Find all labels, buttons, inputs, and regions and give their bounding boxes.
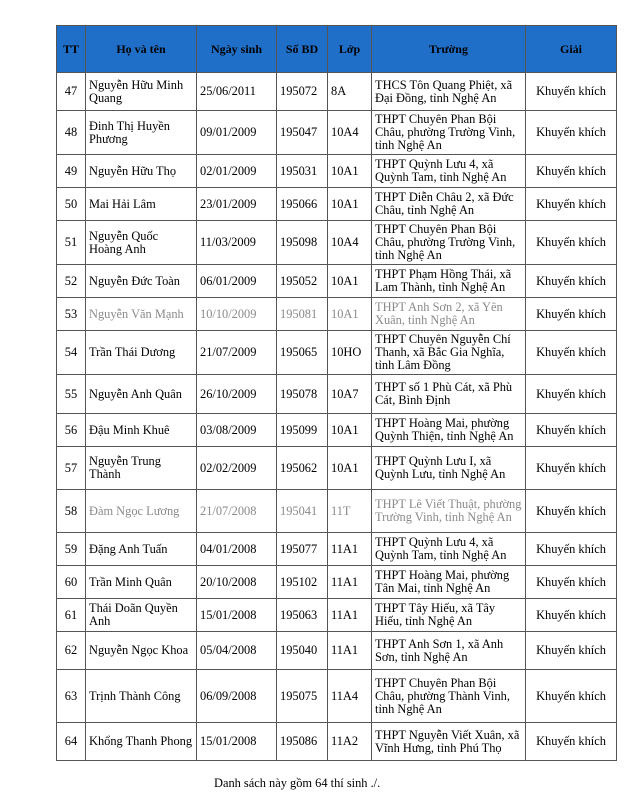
table-row xyxy=(57,490,617,533)
cell-tt: 48 xyxy=(57,111,86,155)
cell-award: Khuyến khích xyxy=(526,723,617,761)
cell-school: THPT Chuyên Phan Bội Châu, phường Trường Vinh, tỉnh Nghệ An xyxy=(372,111,526,155)
table-row xyxy=(57,414,617,447)
cell-class: 11A1 xyxy=(328,566,372,599)
cell-class: 10A1 xyxy=(328,155,372,188)
cell-dob: 21/07/2009 xyxy=(197,331,277,375)
cell-name: Khổng Thanh Phong xyxy=(86,723,197,761)
cell-class: 11T xyxy=(328,490,372,533)
cell-class: 10A7 xyxy=(328,375,372,414)
cell-name: Trịnh Thành Công xyxy=(86,670,197,723)
cell-school: THPT Diễn Châu 2, xã Đức Châu, tỉnh Nghệ An xyxy=(372,188,526,221)
cell-class: 10A1 xyxy=(328,265,372,298)
cell-sbd: 195099 xyxy=(277,414,328,447)
cell-award: Khuyến khích xyxy=(526,221,617,265)
cell-school: THPT Anh Sơn 1, xã Anh Sơn, tỉnh Nghệ An xyxy=(372,632,526,670)
cell-tt: 60 xyxy=(57,566,86,599)
cell-tt: 53 xyxy=(57,298,86,331)
table-row xyxy=(57,188,617,221)
cell-class: 10A1 xyxy=(328,414,372,447)
cell-name: Nguyễn Đức Toàn xyxy=(86,265,197,298)
cell-sbd: 195086 xyxy=(277,723,328,761)
cell-tt: 58 xyxy=(57,490,86,533)
table-row xyxy=(57,298,617,331)
cell-dob: 26/10/2009 xyxy=(197,375,277,414)
cell-school: THPT Quỳnh Lưu I, xã Quỳnh Lưu, tỉnh Nghệ An xyxy=(372,447,526,490)
cell-dob: 02/02/2009 xyxy=(197,447,277,490)
cell-school: THPT Chuyên Phan Bội Châu, phường Trường Vinh, tỉnh Nghệ An xyxy=(372,221,526,265)
table-row xyxy=(57,632,617,670)
table-row xyxy=(57,155,617,188)
cell-name: Đậu Minh Khuê xyxy=(86,414,197,447)
cell-tt: 47 xyxy=(57,73,86,111)
cell-award: Khuyến khích xyxy=(526,298,617,331)
cell-name: Nguyễn Ngọc Khoa xyxy=(86,632,197,670)
cell-sbd: 195031 xyxy=(277,155,328,188)
cell-school: THPT Lê Viết Thuật, phường Trường Vinh, tỉnh Nghệ An xyxy=(372,490,526,533)
cell-tt: 56 xyxy=(57,414,86,447)
cell-dob: 05/04/2008 xyxy=(197,632,277,670)
cell-name: Đinh Thị Huyền Phương xyxy=(86,111,197,155)
cell-class: 10A1 xyxy=(328,298,372,331)
table-row xyxy=(57,723,617,761)
cell-award: Khuyến khích xyxy=(526,188,617,221)
cell-class: 10A4 xyxy=(328,111,372,155)
header-dob: Ngày sinh xyxy=(197,26,277,73)
table-row xyxy=(57,111,617,155)
cell-name: Mai Hải Lâm xyxy=(86,188,197,221)
cell-sbd: 195098 xyxy=(277,221,328,265)
table-row xyxy=(57,533,617,566)
cell-tt: 64 xyxy=(57,723,86,761)
cell-tt: 57 xyxy=(57,447,86,490)
cell-award: Khuyến khích xyxy=(526,375,617,414)
table-row xyxy=(57,265,617,298)
header-tt: TT xyxy=(57,26,86,73)
cell-tt: 61 xyxy=(57,599,86,632)
cell-tt: 63 xyxy=(57,670,86,723)
cell-sbd: 195040 xyxy=(277,632,328,670)
cell-class: 10A1 xyxy=(328,447,372,490)
cell-dob: 03/08/2009 xyxy=(197,414,277,447)
cell-award: Khuyến khích xyxy=(526,670,617,723)
cell-name: Đàm Ngọc Lương xyxy=(86,490,197,533)
cell-tt: 54 xyxy=(57,331,86,375)
cell-award: Khuyến khích xyxy=(526,632,617,670)
cell-dob: 04/01/2008 xyxy=(197,533,277,566)
results-table xyxy=(56,25,617,761)
cell-name: Nguyễn Anh Quân xyxy=(86,375,197,414)
cell-name: Nguyễn Văn Mạnh xyxy=(86,298,197,331)
cell-award: Khuyến khích xyxy=(526,566,617,599)
cell-class: 11A1 xyxy=(328,533,372,566)
cell-dob: 06/09/2008 xyxy=(197,670,277,723)
cell-school: THPT Phạm Hồng Thái, xã Lam Thành, tỉnh Nghệ An xyxy=(372,265,526,298)
table-row xyxy=(57,599,617,632)
cell-dob: 09/01/2009 xyxy=(197,111,277,155)
cell-class: 11A1 xyxy=(328,632,372,670)
cell-sbd: 195065 xyxy=(277,331,328,375)
cell-tt: 62 xyxy=(57,632,86,670)
cell-sbd: 195063 xyxy=(277,599,328,632)
cell-name: Nguyễn Hữu Thọ xyxy=(86,155,197,188)
cell-award: Khuyến khích xyxy=(526,265,617,298)
cell-class: 10A1 xyxy=(328,188,372,221)
cell-award: Khuyến khích xyxy=(526,73,617,111)
cell-school: THPT số 1 Phù Cát, xã Phù Cát, Bình Định xyxy=(372,375,526,414)
cell-sbd: 195077 xyxy=(277,533,328,566)
cell-school: THPT Chuyên Phan Bội Châu, phường Thành Vinh, tỉnh Nghệ An xyxy=(372,670,526,723)
cell-class: 8A xyxy=(328,73,372,111)
cell-school: THPT Quỳnh Lưu 4, xã Quỳnh Tam, tỉnh Nghệ An xyxy=(372,155,526,188)
header-award: Giải xyxy=(526,26,617,73)
cell-name: Trần Thái Dương xyxy=(86,331,197,375)
cell-tt: 59 xyxy=(57,533,86,566)
header-school: Trường xyxy=(372,26,526,73)
cell-sbd: 195062 xyxy=(277,447,328,490)
cell-school: THPT Nguyễn Viết Xuân, xã Vĩnh Hưng, tỉnh Phú Thọ xyxy=(372,723,526,761)
cell-dob: 25/06/2011 xyxy=(197,73,277,111)
table-row xyxy=(57,447,617,490)
cell-class: 11A2 xyxy=(328,723,372,761)
cell-name: Nguyễn Trung Thành xyxy=(86,447,197,490)
header-name: Họ và tên xyxy=(86,26,197,73)
cell-school: THPT Quỳnh Lưu 4, xã Quỳnh Tam, tỉnh Nghệ An xyxy=(372,533,526,566)
cell-dob: 15/01/2008 xyxy=(197,599,277,632)
cell-sbd: 195047 xyxy=(277,111,328,155)
cell-award: Khuyến khích xyxy=(526,490,617,533)
cell-award: Khuyến khích xyxy=(526,414,617,447)
cell-award: Khuyến khích xyxy=(526,533,617,566)
table-row xyxy=(57,670,617,723)
cell-name: Đặng Anh Tuấn xyxy=(86,533,197,566)
cell-sbd: 195052 xyxy=(277,265,328,298)
cell-class: 11A1 xyxy=(328,599,372,632)
cell-class: 10A4 xyxy=(328,221,372,265)
table-row xyxy=(57,375,617,414)
cell-sbd: 195078 xyxy=(277,375,328,414)
cell-sbd: 195102 xyxy=(277,566,328,599)
header-row xyxy=(57,26,617,73)
cell-award: Khuyến khích xyxy=(526,111,617,155)
cell-dob: 21/07/2008 xyxy=(197,490,277,533)
cell-dob: 06/01/2009 xyxy=(197,265,277,298)
cell-tt: 50 xyxy=(57,188,86,221)
cell-school: THPT Hoàng Mai, phường Quỳnh Thiện, tỉnh Nghệ An xyxy=(372,414,526,447)
cell-class: 10HO xyxy=(328,331,372,375)
cell-tt: 55 xyxy=(57,375,86,414)
footer-note: Danh sách này gồm 64 thí sinh ./. xyxy=(214,776,381,790)
cell-name: Thái Doãn Quyền Anh xyxy=(86,599,197,632)
cell-award: Khuyến khích xyxy=(526,447,617,490)
cell-dob: 23/01/2009 xyxy=(197,188,277,221)
cell-school: THPT Anh Sơn 2, xã Yên Xuân, tỉnh Nghệ An xyxy=(372,298,526,331)
cell-tt: 52 xyxy=(57,265,86,298)
cell-school: THCS Tôn Quang Phiệt, xã Đại Đồng, tỉnh Nghệ An xyxy=(372,73,526,111)
cell-dob: 11/03/2009 xyxy=(197,221,277,265)
cell-tt: 51 xyxy=(57,221,86,265)
cell-tt: 49 xyxy=(57,155,86,188)
table-row xyxy=(57,566,617,599)
header-class: Lớp xyxy=(328,26,372,73)
cell-name: Trần Minh Quân xyxy=(86,566,197,599)
cell-sbd: 195066 xyxy=(277,188,328,221)
cell-sbd: 195081 xyxy=(277,298,328,331)
cell-award: Khuyến khích xyxy=(526,331,617,375)
cell-dob: 20/10/2008 xyxy=(197,566,277,599)
table-row xyxy=(57,73,617,111)
cell-dob: 10/10/2009 xyxy=(197,298,277,331)
cell-school: THPT Hoàng Mai, phường Tân Mai, tỉnh Nghệ An xyxy=(372,566,526,599)
cell-name: Nguyễn Quốc Hoàng Anh xyxy=(86,221,197,265)
cell-dob: 02/01/2009 xyxy=(197,155,277,188)
cell-award: Khuyến khích xyxy=(526,155,617,188)
cell-sbd: 195075 xyxy=(277,670,328,723)
cell-school: THPT Chuyên Nguyễn Chí Thanh, xã Bắc Gia Nghĩa, tỉnh Lâm Đồng xyxy=(372,331,526,375)
table-row xyxy=(57,331,617,375)
cell-award: Khuyến khích xyxy=(526,599,617,632)
cell-dob: 15/01/2008 xyxy=(197,723,277,761)
table-row xyxy=(57,221,617,265)
cell-sbd: 195072 xyxy=(277,73,328,111)
cell-school: THPT Tây Hiếu, xã Tây Hiếu, tỉnh Nghệ An xyxy=(372,599,526,632)
cell-sbd: 195041 xyxy=(277,490,328,533)
header-sbd: Số BD xyxy=(277,26,328,73)
cell-class: 11A4 xyxy=(328,670,372,723)
cell-name: Nguyễn Hữu Minh Quang xyxy=(86,73,197,111)
